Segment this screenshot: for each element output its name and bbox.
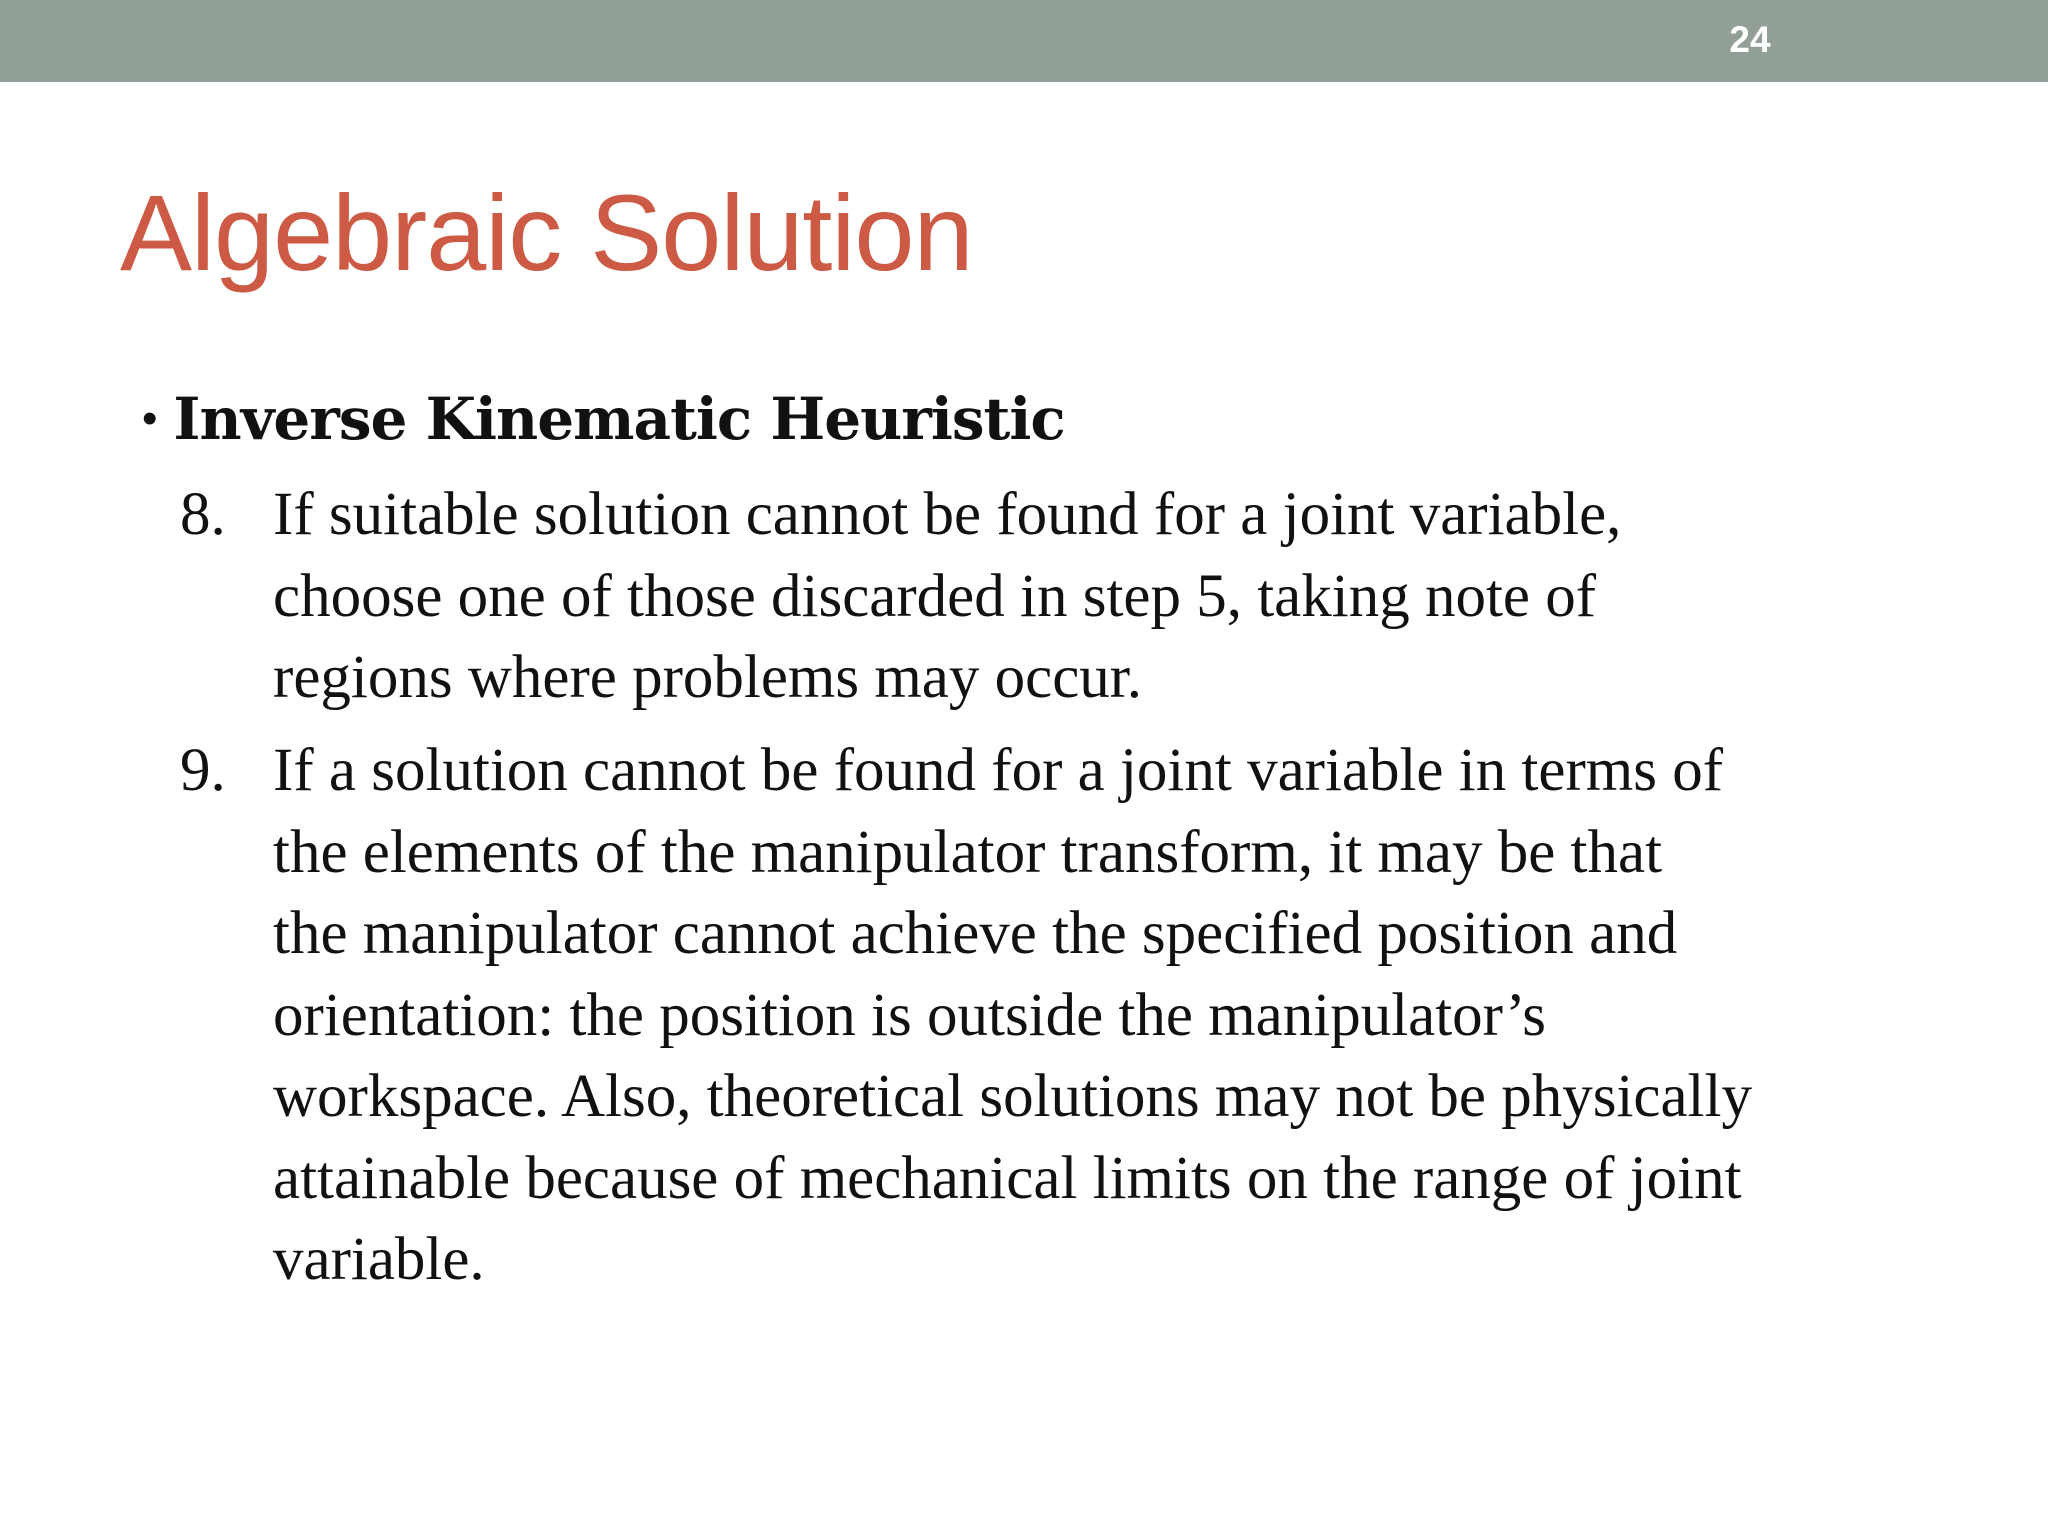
text-line: variable.	[273, 1226, 485, 1293]
bullet-icon: •	[142, 394, 158, 443]
list-item-number: 8.	[180, 481, 226, 548]
slide-title: Algebraic Solution	[120, 172, 973, 293]
header-bar	[0, 0, 2048, 82]
list-item-text	[273, 730, 1913, 1301]
text-line: choose one of those discarded in step 5, taking note of	[273, 562, 1597, 630]
text-line: If a solution cannot be found for a joint variable in terms of	[273, 737, 1724, 804]
bullet-heading: Inverse Kinematic Heuristic	[173, 385, 1065, 453]
text-line: workspace. Also, theoretical solutions may not be physically	[273, 1063, 1752, 1130]
text-line: the manipulator cannot achieve the specified position and	[273, 900, 1678, 967]
slide-number: 24	[1729, 19, 1771, 60]
list-item-number: 9.	[180, 737, 226, 804]
list-item-text	[273, 474, 1913, 719]
text-line: regions where problems may occur.	[273, 644, 1142, 711]
text-line: orientation: the position is outside the manipulator’s	[273, 981, 1546, 1049]
text-line: the elements of the manipulator transform, it may be that	[273, 818, 1663, 886]
bullet-item	[142, 378, 1065, 460]
text-line: If suitable solution cannot be found for a joint variable,	[273, 481, 1622, 548]
text-line: attainable because of mechanical limits on the range of joint	[273, 1144, 1742, 1212]
